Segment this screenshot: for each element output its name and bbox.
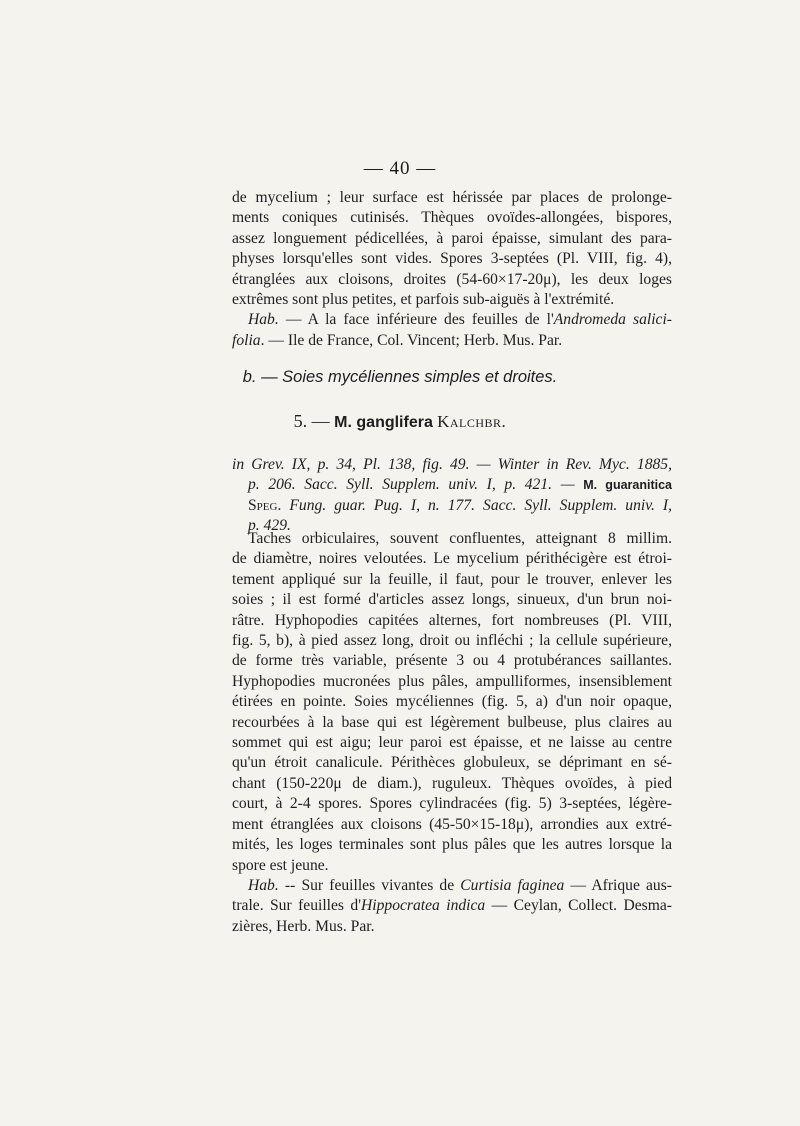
- description-paragraph: [232, 529, 672, 937]
- text-line: ments coniques cutinisés. Thèques ovoïdes-allongées, bispores,: [232, 209, 672, 227]
- text-line: de forme très variable, présente 3 ou 4 protubérances saillantes.: [232, 652, 672, 670]
- habitat-line: zières, Herb. Mus. Par.: [232, 917, 375, 935]
- text-line: mités, les loges terminales sont plus pâles que les autres lorsque la: [232, 836, 672, 854]
- reference-line: Speg. Fung. guar. Pug. I, n. 177. Sacc. Syll. Supplem. univ. I,: [248, 496, 672, 514]
- text-line: râtre. Hyphopodies capitées alternes, fort nombreuses (Pl. VIII,: [232, 611, 672, 629]
- habitat-line: trale. Sur feuilles d'Hippocratea indica — Ceylan, Collect. Desma-: [232, 897, 672, 915]
- text-line: extrêmes sont plus petites, et parfois sub-aiguës à l'extrémité.: [232, 291, 615, 309]
- text-line: fig. 5, b), à pied assez long, droit ou infléchi ; la cellule supérieure,: [232, 632, 672, 650]
- reference-line: p. 429.: [248, 517, 291, 535]
- hab-label: Hab.: [248, 311, 279, 329]
- text-line: ment étranglées aux cloisons (45-50×15-18μ), arrondies aux extré-: [232, 815, 672, 833]
- species-name: M. ganglifera: [334, 414, 433, 431]
- page-number: — 40 —: [363, 158, 437, 179]
- species-number: 5. —: [293, 411, 335, 431]
- text-line: qu'un étroit canalicule. Périthèces globuleux, se déprimant en sé-: [232, 754, 672, 772]
- text-line: sommet qui est aigu; leur paroi est épaisse, et ne laisse au centre: [232, 734, 672, 752]
- text-line: spore est jeune.: [232, 856, 329, 874]
- references: [232, 455, 672, 537]
- text-line: de mycelium ; leur surface est hérissée par places de prolonge-: [232, 189, 672, 206]
- host-plant: Hippocratea indica: [361, 897, 486, 915]
- species-author: Kalchbr.: [437, 412, 507, 431]
- host-plant: Andromeda salici-: [553, 311, 672, 329]
- habitat-line: Hab. -- Sur feuilles vivantes de Curtisia faginea — Afrique aus-: [248, 876, 672, 894]
- text-line: court, à 2-4 spores. Spores cylindracées (fig. 5) 3-septées, légère-: [232, 795, 672, 813]
- reference-line: in Grev. IX, p. 34, Pl. 138, fig. 49. — Winter in Rev. Myc. 1885,: [232, 456, 672, 473]
- text-line: Hyphopodies mucronées plus pâles, ampulliformes, insensiblement: [232, 672, 672, 690]
- text-line: étranglées aux cloisons, droites (54-60×17-20μ), les deux loges: [232, 270, 672, 288]
- text-line: Taches orbiculaires, souvent confluentes, atteignant 8 millim.: [248, 530, 672, 547]
- habitat-line: Hab. — A la face inférieure des feuilles de l'Andromeda salici-: [248, 311, 672, 329]
- reference-line: p. 206. Sacc. Syll. Supplem. univ. I, p. 421. — M. guaranitica: [248, 476, 672, 494]
- text-line: assez longuement pédicellées, à paroi épaisse, simulant des para-: [232, 229, 672, 247]
- text-line: de diamètre, noires veloutées. Le mycelium périthécigère est étroi-: [232, 550, 672, 568]
- species-heading: [0, 411, 800, 432]
- text-line: soies ; il est formé d'articles assez longs, sinueux, d'un brun noi-: [232, 591, 672, 609]
- paragraph-continued: [232, 188, 672, 351]
- host-plant: Curtisia faginea: [460, 876, 565, 894]
- text-line: chant (150-220μ de diam.), ruguleux. Thèques ovoïdes, à pied: [232, 774, 672, 792]
- habitat-line: folia. — Ile de France, Col. Vincent; Herb. Mus. Par.: [232, 331, 563, 349]
- text-line: physes lorsqu'elles sont vides. Spores 3-septées (Pl. VIII, fig. 4),: [232, 250, 672, 268]
- section-heading: b. — Soies mycéliennes simples et droites.: [242, 368, 558, 386]
- text-line: étirées en pointe. Soies mycéliennes (fig. 5, a) d'un noir opaque,: [232, 693, 672, 711]
- hab-label: Hab.: [248, 876, 279, 894]
- synonym-name: M. guaranitica: [583, 478, 672, 493]
- text-line: tement appliqué sur la feuille, il faut, pour le trouver, enlever les: [232, 570, 672, 588]
- text-line: recourbées à la base qui est légèrement bulbeuse, plus claires au: [232, 713, 672, 731]
